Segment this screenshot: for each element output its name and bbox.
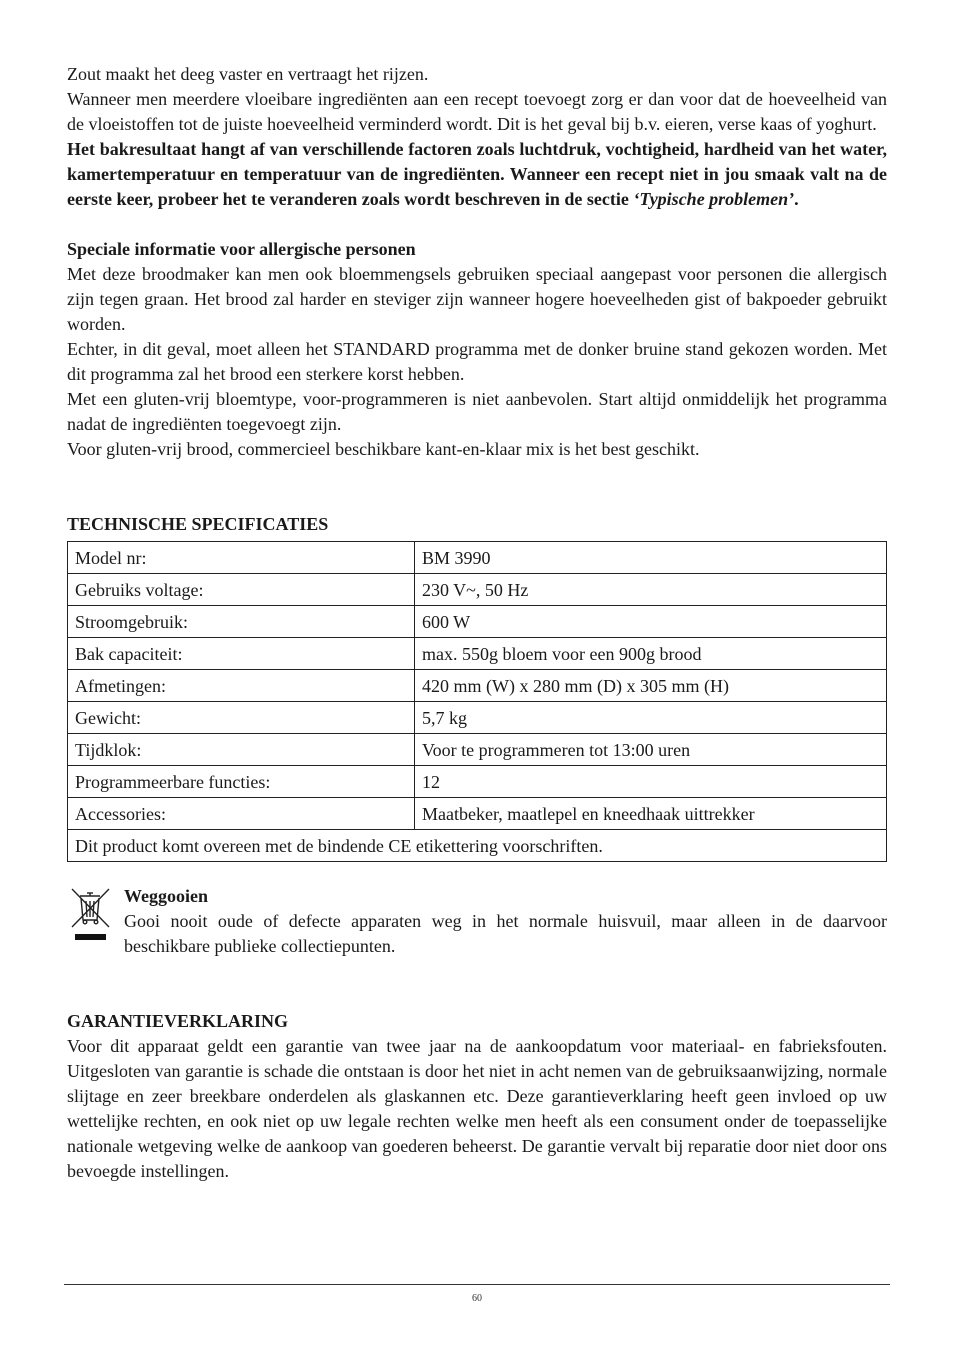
spec-row <box>68 542 887 574</box>
spec-row <box>68 734 887 766</box>
ce-compliance-text: Dit product komt overeen met de bindende CE etikettering voorschriften. <box>68 830 887 862</box>
spec-value: 420 mm (W) x 280 mm (D) x 305 mm (H) <box>415 670 887 702</box>
warranty-text: Voor dit apparaat geldt een garantie van twee jaar na de aankoopdatum voor materiaal- en fabrieksfouten. Uitgesloten van garantie is schade die ontstaan is door het niet in acht nemen van de gebruiksaanwijzing, normale slijtage en zeer breekbare onderdelen als glaskannen etc. Deze garantieverklaring heeft geen invloed op uw wettelijke rechten, en ook niet op uw legale rechten welke men heeft als een consument onder de toepasselijke nationale wetgeving welke de aankoop van goederen beheerst. De garantie vervalt bij reparatie door niet door ons bevoegde instellingen. <box>67 1036 887 1181</box>
allergy-text-3: Met een gluten-vrij bloemtype, voor-programmeren is niet aanbevolen. Start altijd onmiddelijk het programma nadat de ingrediënten toegevoegt zijn. <box>67 389 887 434</box>
spec-row <box>68 766 887 798</box>
crossed-out-bin-icon <box>67 884 124 959</box>
spec-value: 230 V~, 50 Hz <box>415 574 887 606</box>
spec-footer-row <box>68 830 887 862</box>
intro-bake-result-text <box>67 137 887 212</box>
allergy-text-4: Voor gluten-vrij brood, commercieel beschikbare kant-en-klaar mix is het best geschikt. <box>67 439 700 459</box>
spec-value: 600 W <box>415 606 887 638</box>
spec-value: 12 <box>415 766 887 798</box>
spec-label: Programmeerbare functies: <box>68 766 415 798</box>
spec-row <box>68 702 887 734</box>
warranty-heading: GARANTIEVERKLARING <box>67 1011 289 1031</box>
specs-table <box>67 541 887 862</box>
spec-label: Afmetingen: <box>68 670 415 702</box>
spec-label: Gewicht: <box>68 702 415 734</box>
spec-value: max. 550g bloem voor een 900g brood <box>415 638 887 670</box>
spec-label: Gebruiks voltage: <box>68 574 415 606</box>
allergy-text-2: Echter, in dit geval, moet alleen het STANDARD programma met de donker bruine stand gekozen worden. Met dit programma zal het brood een sterkere korst hebben. <box>67 339 887 384</box>
page-content <box>67 62 887 1184</box>
spec-row <box>68 606 887 638</box>
spec-value: BM 3990 <box>415 542 887 574</box>
allergy-text-1: Met deze broodmaker kan men ook bloemmengsels gebruiken speciaal aangepast voor personen die allergisch zijn tegen graan. Het brood zal harder en steviger zijn wanneer hogere hoeveelheden gist of bakpoeder gebruikt worden. <box>67 264 887 334</box>
spec-row <box>68 638 887 670</box>
spec-row <box>68 798 887 830</box>
spec-value: Voor te programmeren tot 13:00 uren <box>415 734 887 766</box>
spec-label: Model nr: <box>68 542 415 574</box>
specs-heading: TECHNISCHE SPECIFICATIES <box>67 514 329 534</box>
disposal-text: Gooi nooit oude of defecte apparaten weg in het normale huisvuil, maar alleen in de daarvoor beschikbare publieke collectiepunten. <box>124 911 887 956</box>
bake-result-period: . <box>794 189 799 209</box>
spec-row <box>68 670 887 702</box>
disposal-text-block <box>124 884 887 959</box>
spec-value: Maatbeker, maatlepel en kneedhaak uittrekker <box>415 798 887 830</box>
page-number: 60 <box>472 1293 482 1304</box>
intro-salt-text: Zout maakt het deeg vaster en vertraagt het rijzen. <box>67 64 429 84</box>
spec-value: 5,7 kg <box>415 702 887 734</box>
intro-liquids-text: Wanneer men meerdere vloeibare ingrediënten aan een recept toevoegt zorg er dan voor dat de hoeveelheid van de vloeistoffen tot de juiste hoeveelheid verminderd wordt. Dit is het geval bij b.v. eieren, verse kaas of yoghurt. <box>67 89 887 134</box>
footer-divider <box>64 1284 890 1285</box>
disposal-section <box>67 884 887 959</box>
disposal-heading: Weggooien <box>124 886 208 906</box>
spec-row <box>68 574 887 606</box>
spec-label: Tijdklok: <box>68 734 415 766</box>
allergy-heading: Speciale informatie voor allergische personen <box>67 239 416 259</box>
spec-label: Accessories: <box>68 798 415 830</box>
bake-result-main: Het bakresultaat hangt af van verschillende factoren zoals luchtdruk, vochtigheid, hardheid van het water, kamertemperatuur en temperatuur van de ingrediënten. Wanneer een recept niet in jou smaak valt na de eerste keer, probeer het te veranderen zoals wordt beschreven in de sectie <box>67 139 887 209</box>
spec-label: Bak capaciteit: <box>68 638 415 670</box>
spec-label: Stroomgebruik: <box>68 606 415 638</box>
typical-problems-ref: ‘Typische problemen’ <box>633 189 795 209</box>
